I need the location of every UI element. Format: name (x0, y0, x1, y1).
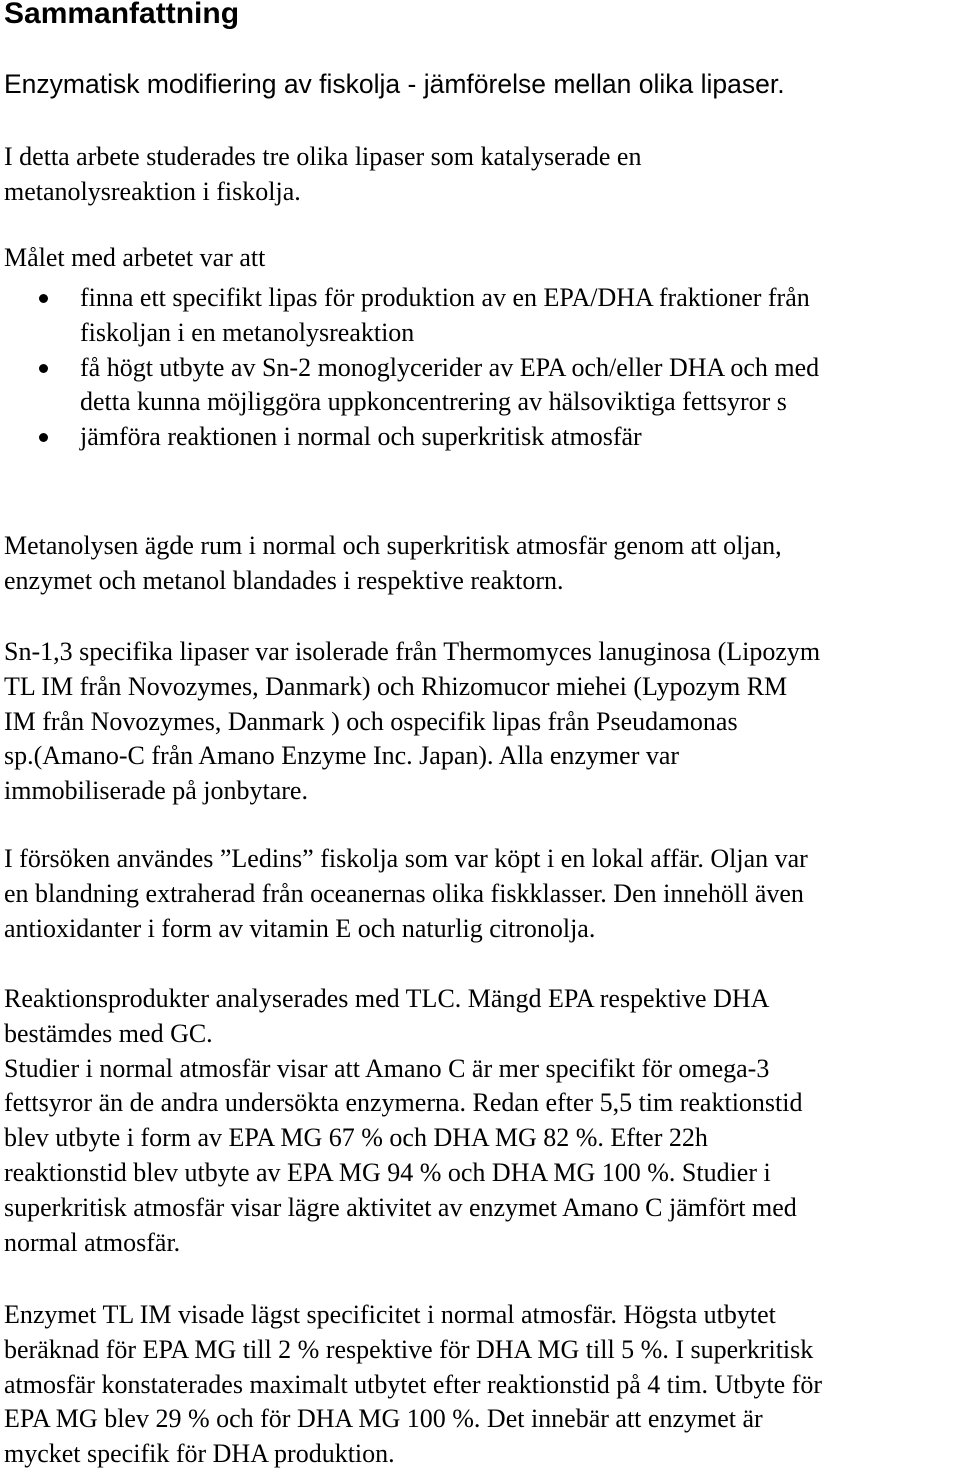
text-line: normal atmosfär. (4, 1227, 181, 1257)
text-line: blev utbyte i form av EPA MG 67 % och DHA MG 82 %. Efter 22h (4, 1123, 708, 1153)
text-line: finna ett specifikt lipas för produktion av en EPA/DHA fraktioner från (80, 283, 810, 312)
intro-paragraph (4, 140, 960, 210)
lipases-paragraph (4, 635, 960, 809)
text-line: bestämdes med GC. (4, 1018, 213, 1048)
tlim-paragraph (4, 1298, 960, 1472)
list-item (0, 351, 960, 421)
text-line: Metanolysen ägde rum i normal och superkritisk atmosfär genom att oljan, (4, 531, 782, 560)
subtitle: Enzymatisk modifiering av fiskolja - jämförelse mellan olika lipaser. (4, 69, 785, 99)
text-line: fiskoljan i en metanolysreaktion (80, 317, 415, 347)
bullet-icon (39, 294, 48, 303)
text-line: immobiliserade på jonbytare. (4, 776, 308, 806)
text-line: atmosfär konstaterades maximalt utbytet efter reaktionstid på 4 tim. Utbyte för (4, 1369, 823, 1399)
text-line: TL IM från Novozymes, Danmark) och Rhizomucor miehei (Lypozym RM (4, 671, 788, 701)
text-line: Studier i normal atmosfär visar att Amano C är mer specifikt för omega-3 (4, 1053, 770, 1083)
text-line: metanolysreaktion i fiskolja. (4, 176, 301, 206)
text-line: reaktionstid blev utbyte av EPA MG 94 % och DHA MG 100 %. Studier i (4, 1157, 771, 1187)
text-line: sp.(Amano-C från Amano Enzyme Inc. Japan). Alla enzymer var (4, 741, 680, 771)
text-line: detta kunna möjliggöra uppkoncentrering av hälsoviktiga fettsyror s (80, 387, 787, 417)
aims-list (0, 281, 960, 455)
oil-paragraph (4, 842, 960, 946)
text-line: en blandning extraherad från oceanernas olika fiskklasser. Den innehöll även (4, 878, 804, 908)
text-line: Sn-1,3 specifika lipaser var isolerade från Thermomyces lanuginosa (Lipozym (4, 637, 821, 666)
text-line: Reaktionsprodukter analyserades med TLC. Mängd EPA respektive DHA (4, 984, 770, 1013)
text-line: beräknad för EPA MG till 2 % respektive för DHA MG till 5 %. I superkritisk (4, 1334, 814, 1364)
text-line: Enzymet TL IM visade lägst specificitet i normal atmosfär. Högsta utbytet (4, 1300, 776, 1329)
results-paragraph (4, 982, 960, 1260)
bullet-icon (39, 433, 48, 442)
text-line: enzymet och metanol blandades i respektive reaktorn. (4, 565, 564, 595)
method-paragraph (4, 529, 960, 599)
page-title: Sammanfattning (4, 0, 240, 30)
text-line: superkritisk atmosfär visar lägre aktivitet av enzymet Amano C jämfört med (4, 1192, 797, 1222)
text-line: EPA MG blev 29 % och för DHA MG 100 %. Det innebär att enzymet är (4, 1404, 763, 1434)
text-line: jämföra reaktionen i normal och superkritisk atmosfär (80, 422, 642, 452)
aim-lead (4, 241, 960, 276)
text-line: fettsyror än de andra undersökta enzymerna. Redan efter 5,5 tim reaktionstid (4, 1088, 803, 1118)
list-item (0, 281, 960, 351)
list-item (0, 420, 960, 455)
text-line: Målet med arbetet var att (4, 243, 266, 272)
text-line: IM från Novozymes, Danmark ) och ospecifik lipas från Pseudamonas (4, 706, 738, 736)
text-line: I detta arbete studerades tre olika lipaser som katalyserade en (4, 142, 642, 171)
bullet-icon (39, 364, 48, 373)
text-line: antioxidanter i form av vitamin E och naturlig citronolja. (4, 913, 596, 943)
text-line: I försöken användes ”Ledins” fiskolja som var köpt i en lokal affär. Oljan var (4, 844, 808, 873)
text-line: mycket specifik för DHA produktion. (4, 1439, 395, 1469)
text-line: få högt utbyte av Sn-2 monoglycerider av EPA och/eller DHA och med (80, 352, 820, 382)
